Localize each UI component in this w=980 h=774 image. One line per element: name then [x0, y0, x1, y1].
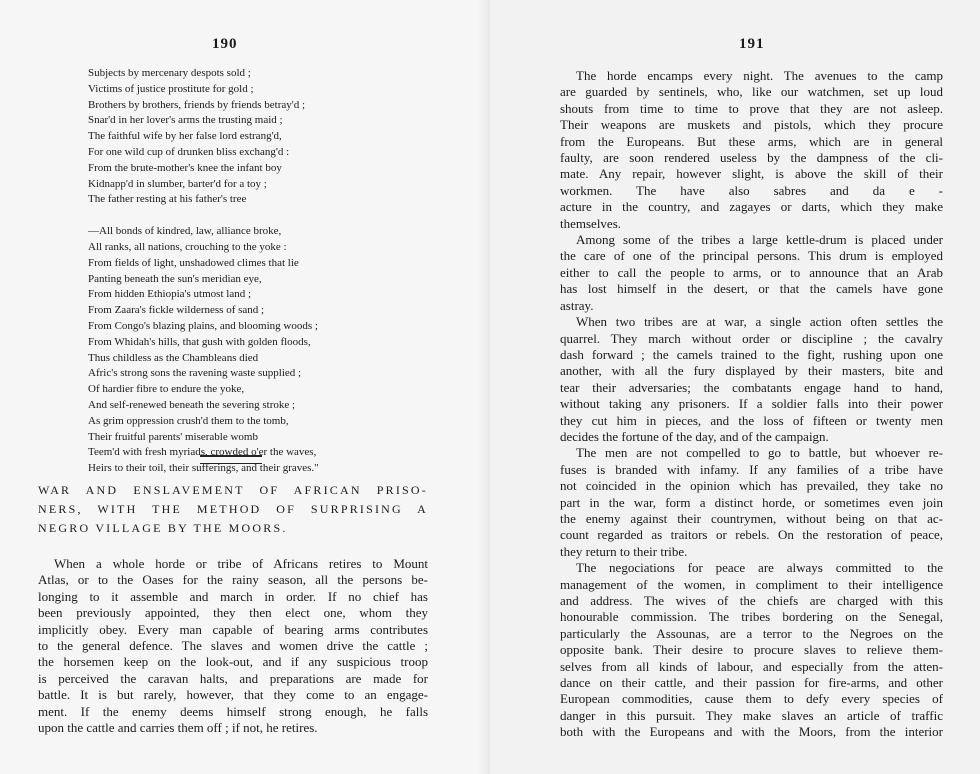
left-body-text — [38, 556, 428, 736]
text-line: implicitly obey. Every man capable of bearing arms contributes — [38, 621, 428, 637]
text-line: decides the fortune of the day, and of the campaign. — [560, 428, 829, 444]
text-line: both with the Europeans and with the Moors, from the interior — [560, 724, 943, 740]
poem-line: Snar'd in her lover's arms the trusting maid ; — [88, 114, 283, 127]
poem-line: —All bonds of kindred, law, alliance broke, — [88, 225, 282, 238]
poem-line: And self-renewed beneath the severing stroke ; — [88, 398, 296, 411]
poem-line: Heirs to their toil, their sufferings, and their graves." — [88, 462, 319, 475]
heading-line: NERS, WITH THE METHOD OF SURPRISING A — [38, 502, 428, 516]
text-line: count regarded as traitors or rebels. On the restoration of peace, — [560, 527, 943, 543]
text-line: The negociations for peace are always committed to the — [576, 560, 943, 576]
poem-line: Kidnapp'd in slumber, barter'd for a toy ; — [88, 177, 267, 190]
poem-line: Their fruitful parents' miserable womb — [88, 430, 258, 443]
text-line: dash forward ; the camels trained to the fight, rushing upon one — [560, 346, 943, 362]
text-line: they cut him in pieces, and the loss of fifteen or twenty men — [560, 412, 943, 428]
poem-line: Victims of justice prostitute for gold ; — [88, 82, 254, 95]
text-line: The horde encamps every night. The avenues to the camp — [576, 68, 943, 83]
text-line: upon the cattle and carries them off ; if not, he retires. — [38, 720, 318, 736]
poem-line: For one wild cup of drunken bliss exchang'd : — [88, 145, 290, 158]
poem-line: The father resting at his father's tree — [88, 193, 247, 206]
text-line: workmen. The have also sabres and da e - — [560, 182, 943, 198]
text-line: Among some of the tribes a large kettle-drum is placed under — [576, 232, 943, 248]
poem-line: Of hardier fibre to endure the yoke, — [88, 383, 245, 396]
text-line: When two tribes are at war, a single action often settles the — [576, 314, 943, 330]
text-line: The men are not compelled to go to battle, but whoever re- — [576, 445, 943, 461]
poem-line: Thus childless as the Chambleans died — [88, 351, 259, 364]
text-line: opposite bank. Their desire to procure slaves to relieve them- — [560, 642, 943, 658]
text-line: from the Europeans. But these arms, which are in general — [560, 133, 943, 149]
text-line: fuses is branded with infamy. If any families of a tribe have — [560, 461, 943, 477]
text-line: battle. It is but rarely, however, that they come to an engage- — [38, 687, 428, 703]
text-line: the care of one of the principal persons. This drum is employed — [560, 248, 943, 264]
text-line: particularly the Assounas, are a terror to the Negroes on the — [560, 625, 943, 641]
text-line: selves from all kinds of labour, and especially from the atten- — [560, 658, 943, 674]
text-line: When a whole horde or tribe of Africans retires to Mount — [54, 556, 428, 571]
text-line: mate. Any repair, however slight, is above the skill of their — [560, 166, 943, 182]
page-number-left: 190 — [212, 36, 238, 52]
text-line: they return to their tribe. — [560, 543, 688, 559]
text-line: the enemy against their countrymen, without being on that ac- — [560, 510, 943, 526]
page-number-right: 191 — [739, 36, 765, 52]
stanza-break — [88, 208, 378, 224]
text-line: dance on their cattle, and their passion for fire-arms, and other — [560, 675, 943, 691]
text-line: either to call the people to arms, or to announce that an Arab — [560, 264, 943, 280]
text-line: is perceived the caravan halts, and preparations are made for — [38, 670, 428, 686]
poem-line: From fields of light, unshadowed climes that lie — [88, 256, 299, 269]
text-line: astray. — [560, 297, 594, 313]
text-line: acture in the country, and zagayes or darts, which they make — [560, 199, 943, 215]
text-line: not coincided in the opinion which has prevailed, they take no — [560, 478, 943, 494]
text-line: faulty, are soon rendered useless by the dampness of the cli- — [560, 150, 943, 166]
text-line: and address. The wives of the chiefs are charged with this — [560, 593, 943, 608]
text-line: European commodities, cause them to defy every species of — [560, 691, 943, 707]
text-line: without taking any prisoners. If a soldier falls into their power — [560, 396, 943, 412]
text-line: quarrel. They march without order or discipline ; the cavalry — [560, 330, 943, 346]
poem-excerpt — [88, 66, 378, 477]
section-heading — [38, 481, 428, 538]
text-line: Atlas, or to the Oases for the rainy season, all the persons be- — [38, 572, 428, 588]
text-line: the horsemen keep on the look-out, and if any suspicious troop — [38, 654, 428, 670]
heading-line: NEGRO VILLAGE BY THE MOORS. — [38, 521, 288, 535]
text-line: part in the war, form a distinct horde, or sometimes even join — [560, 494, 943, 510]
text-line: shouts from time to time to prove that they are not asleep. — [560, 100, 943, 116]
poem-line: All ranks, all nations, crouching to the yoke : — [88, 240, 287, 253]
text-line: longing to it assemble and march in order. If no chief has — [38, 588, 428, 604]
text-line: honourable commission. The tribes bordering on the Senegal, — [560, 609, 943, 625]
text-line: Their weapons are muskets and pistols, which they procure — [560, 117, 943, 133]
text-line: tear their adversaries; the combatants engage hand to hand, — [560, 379, 943, 395]
text-line: danger in this pursuit. They make slaves an article of traffic — [560, 707, 943, 723]
heading-line: WAR AND ENSLAVEMENT OF AFRICAN PRISO- — [38, 483, 428, 497]
section-divider — [200, 455, 262, 464]
poem-line: The faithful wife by her false lord estrang'd, — [88, 130, 282, 143]
poem-line: From Zaara's fickle wilderness of sand ; — [88, 304, 265, 317]
text-line: management of the women, in compliment to their intelligence — [560, 576, 943, 592]
poem-line: Afric's strong sons the ravening waste supplied ; — [88, 367, 302, 380]
text-line: are guarded by sentinels, who, like our watchmen, set up loud — [560, 84, 943, 100]
poem-line: Teem'd with fresh myriads, crowded o'er the waves, — [88, 446, 317, 459]
poem-line: Brothers by brothers, friends by friends betray'd ; — [88, 98, 306, 111]
poem-line: As grim oppression crush'd them to the tomb, — [88, 414, 289, 427]
poem-line: From Whidah's hills, that gush with golden floods, — [88, 335, 311, 348]
right-body-text — [560, 68, 943, 741]
text-line: themselves. — [560, 215, 622, 231]
text-line: another, with all the fury displayed by their masters, bite and — [560, 363, 943, 379]
text-line: has lost himself in the desert, or that the camels have gone — [560, 281, 943, 297]
text-line: ment. If the enemy deems himself strong enough, he falls — [38, 703, 428, 719]
text-line: to the general defence. The slaves and women drive the cattle ; — [38, 638, 428, 654]
text-line: been previously appointed, they then elect one, whom they — [38, 605, 428, 621]
poem-line: From the brute-mother's knee the infant boy — [88, 161, 282, 174]
poem-line: From Congo's blazing plains, and blooming woods ; — [88, 319, 318, 332]
poem-line: Subjects by mercenary despots sold ; — [88, 67, 251, 79]
poem-line: From hidden Ethiopia's utmost land ; — [88, 288, 252, 301]
poem-line: Panting beneath the sun's meridian eye, — [88, 272, 262, 285]
